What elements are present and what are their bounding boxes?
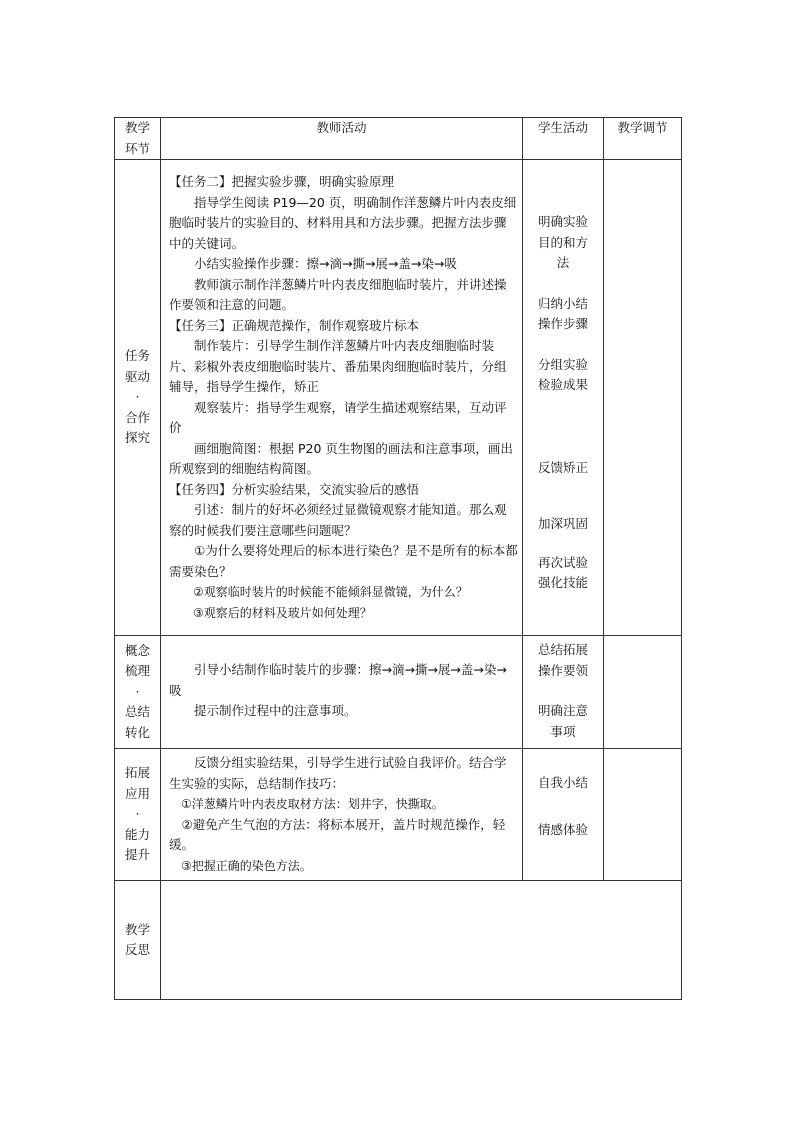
stage-cell: 拓展 应用 · 能力 提升	[115, 749, 161, 881]
row-reflection	[115, 881, 682, 1000]
teacher-activity-cell: 引导小结制作临时装片的步骤：擦→滴→撕→展→盖→染→吸 提示制作过程中的注意事项。	[161, 636, 523, 749]
adjustment-cell	[604, 160, 682, 636]
task-heading: 【任务三】正确规范操作，制作观察玻片标本	[169, 317, 420, 333]
header-stage: 教学 环节	[115, 118, 161, 160]
student-item: 分组实验 检验成果	[537, 356, 588, 392]
teacher-activity-cell: 反馈分组实验结果，引导学生进行试验自我评价。结合学生实验的实际，总结制作技巧： ①洋葱鳞片叶内表皮取材方法：划井字，快撕取。 ②避免产生气泡的方法：将标本展开，盖片时规范操作，轻缓。 ③把握正确的染色方法。	[161, 749, 523, 881]
student-item: 明确注意 事项	[537, 703, 588, 739]
student-item: 总结拓展 操作要领	[537, 642, 588, 678]
header-student-activity: 学生活动	[523, 118, 604, 160]
student-item: 明确实验 目的和方 法	[537, 214, 588, 270]
adjustment-cell	[604, 749, 682, 881]
row-task-driven	[115, 160, 682, 636]
row-concept-summary	[115, 636, 682, 749]
student-item: 反馈矫正	[537, 459, 588, 475]
teacher-activity-cell: 【任务二】把握实验步骤，明确实验原理 指导学生阅读 P19—20 页，明确制作洋葱鳞片叶内表皮细胞临时装片的实验目的、材料用具和方法步骤。把握方法步骤中的关键词。 小结实验操作步骤：擦→滴→撕→展→盖→染→吸 教师演示制作洋葱鳞片叶内表皮细胞临时装片，并讲述操作要领和注意的问题。 【任务三】正确规范操作，制作观察玻片标本 制作装片：引导学生制作洋葱鳞片叶内表皮细胞临时装片、彩椒外表皮细胞临时装片、番茄果肉细胞临时装片，分组辅导，指导学生操作，矫正 观察装片：指导学生观察，请学生描述观察结果，互动评价 画细胞简图：根据 P20 页生物图的画法和注意事项，画出所观察到的细胞结构简图。 【任务四】分析实验结果，交流实验后的感悟 引述：制片的好坏必须经过显微镜观察才能知道。那么观察的时候我们要注意哪些问题呢？ ①为什么要将处理后的标本进行染色？是不是所有的标本都需要染色？ ②观察临时装片的时候能不能倾斜显微镜，为什么？ ③观察后的材料及玻片如何处理？	[161, 160, 523, 636]
header-row	[115, 118, 682, 160]
student-item: 情感体验	[537, 821, 588, 837]
lesson-plan-table	[114, 117, 682, 1000]
task-heading: 【任务二】把握实验步骤，明确实验原理	[169, 174, 395, 189]
stage-cell: 任务 驱动 · 合作 探究	[115, 160, 161, 636]
header-teacher-activity: 教师活动	[161, 118, 523, 160]
student-item: 再次试验 强化技能	[537, 554, 588, 590]
student-item: 归纳小结 操作步骤	[537, 295, 588, 331]
student-item: 自我小结	[537, 775, 588, 790]
student-activity-cell	[523, 160, 604, 636]
task-heading: 【任务四】分析实验结果，交流实验后的感悟	[169, 481, 420, 497]
stage-cell: 概念 梳理 · 总结 转化	[115, 636, 161, 749]
reflection-cell[interactable]	[161, 881, 682, 1000]
student-activity-cell	[523, 636, 604, 749]
adjustment-cell	[604, 636, 682, 749]
row-extension-application	[115, 749, 682, 881]
header-adjustment: 教学调节	[604, 118, 682, 160]
stage-cell: 教学 反思	[115, 881, 161, 1000]
student-item: 加深巩固	[537, 516, 588, 531]
student-activity-cell	[523, 749, 604, 881]
